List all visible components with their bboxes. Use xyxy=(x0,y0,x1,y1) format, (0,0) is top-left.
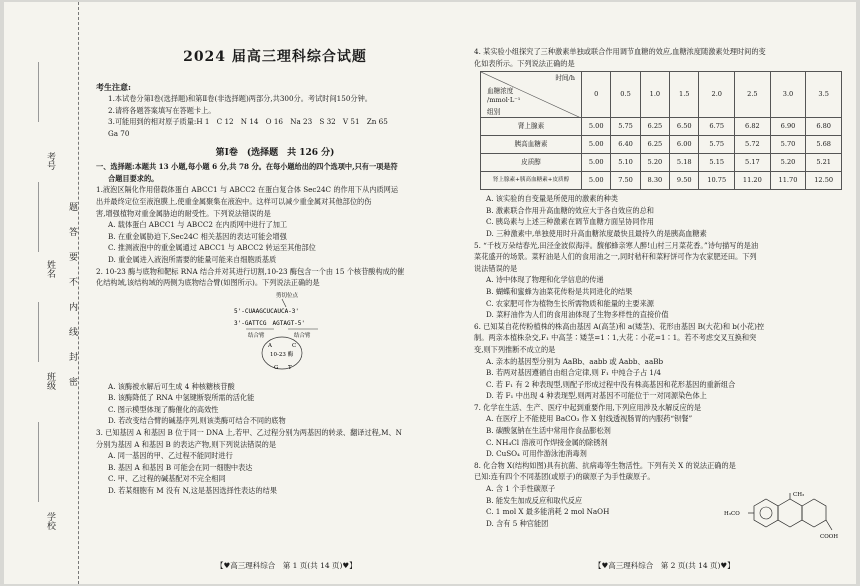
notice-line: 3.可能用到的相对原子质量:H 1 C 12 N 14 O 16 Na 23 S 32 V 51 Zn 65 xyxy=(108,117,388,127)
right-ring xyxy=(802,499,826,527)
banji-line xyxy=(38,302,39,362)
seq-bottom: 3'-GATTCG AGTAGT-5' xyxy=(234,319,306,327)
q8-option: B. 能发生加成反应和取代反应 xyxy=(486,495,583,505)
q4-option: D. 三种激素中,单独使用时升高血糖浓度最快且最持久的是胰高血糖素 xyxy=(486,228,707,238)
time-header: 3.0 xyxy=(770,72,806,118)
cut-site-arrow xyxy=(282,299,286,307)
page-footer-right: 【♥高三理科综合 第 2 页(共 14 页)♥】 xyxy=(594,561,735,571)
seal-char: 内 xyxy=(67,302,77,311)
group-cell: 胰高血糖素 xyxy=(481,136,582,154)
value-cell: 6.75 xyxy=(699,118,735,136)
value-cell: 6.80 xyxy=(806,118,842,136)
left-page xyxy=(96,2,454,584)
group-cell: 皮质醇 xyxy=(481,154,582,172)
table-row xyxy=(481,172,842,190)
corner-time-label: 时间/h xyxy=(555,74,575,83)
table-corner-cell xyxy=(481,72,582,118)
q5-option: A. 诗中体现了物理和化学信息的传递 xyxy=(486,275,604,285)
seal-char: 答 xyxy=(67,227,77,236)
q2-option: D. 若改变结合臂的碱基序列,则该类酶可结合不同的底物 xyxy=(108,416,286,426)
q8-option: D. 含有 5 种官能团 xyxy=(486,518,549,528)
seal-char: 密 xyxy=(67,377,77,386)
page-title: 2024 届高三理科综合试题 xyxy=(183,49,367,65)
seal-char: 线 xyxy=(67,327,77,336)
q4-option: A. 该实验的自变量是所使用的激素的种类 xyxy=(486,194,618,204)
value-cell: 5.00 xyxy=(582,154,611,172)
q2-option: A. 该酶被水解后可生成 4 种核糖核苷酸 xyxy=(108,381,235,391)
q5-option: D. 菜籽油作为人们的食用油体现了生物多样性的直接价值 xyxy=(486,310,669,320)
value-cell: 5.72 xyxy=(735,136,771,154)
seal-char: 不 xyxy=(67,277,77,286)
value-cell: 6.90 xyxy=(770,118,806,136)
right-page xyxy=(474,2,846,584)
value-cell: 12.50 xyxy=(806,172,842,190)
q1-option: C. 推测液泡中的重金属通过 ABCC1 与 ABCC2 转运至其他部位 xyxy=(108,243,316,253)
group-cell: 肾上腺素+胰高血糖素+皮质醇 xyxy=(481,172,582,190)
q7-stem: 7. 化学在生活、生产、医疗中起到重要作用,下列应用涉及水解反应的是 xyxy=(474,402,702,412)
notice-line: 1.本试卷分第Ⅰ卷(选择题)和第Ⅱ卷(非选择题)两部分,共300分。考试时间150分钟。 xyxy=(108,94,372,104)
corner-group-label: 组别 xyxy=(487,108,501,117)
value-cell: 5.10 xyxy=(611,154,640,172)
q7-option: B. 碳酸氢钠在生活中常用作食品膨松剂 xyxy=(486,426,611,436)
binding-strip xyxy=(4,2,79,584)
q8-option: C. 1 mol X 最多能消耗 2 mol NaOH xyxy=(486,507,610,517)
value-cell: 5.18 xyxy=(670,154,699,172)
exam-sheet xyxy=(4,2,856,584)
loop-base-g: G xyxy=(274,364,279,371)
glucose-table xyxy=(480,71,842,190)
core-label: 10-23 酶 xyxy=(270,351,294,358)
value-cell: 5.15 xyxy=(699,154,735,172)
value-cell: 7.50 xyxy=(611,172,640,190)
table-row xyxy=(481,118,842,136)
time-header: 2.0 xyxy=(699,72,735,118)
q1-stem: 害,增强植物对重金属胁迫的耐受性。下列说法错误的是 xyxy=(96,208,271,218)
cut-site-label: 剪切位点 xyxy=(276,292,299,299)
kaohao-label: 考号 xyxy=(45,152,55,170)
value-cell: 11.70 xyxy=(770,172,806,190)
q4-option: C. 胰岛素与上述三种激素在调节血糖方面呈协同作用 xyxy=(486,217,654,227)
q6-stem: 制。两亲本植株杂交,F₁ 中高茎∶矮茎=1∶1,大花∶小花=1∶1。若不考虑交叉互换和突 xyxy=(474,333,757,343)
q3-option: C. 甲、乙过程的碱基配对不完全相同 xyxy=(108,474,226,484)
section-title: 第Ⅰ卷 (选择题 共 126 分) xyxy=(215,147,335,158)
value-cell: 6.40 xyxy=(611,136,640,154)
q1-stem: 出并最终定位至液泡膜上,使重金属聚集在液泡中。这样可以减少重金属对其他部位的伤 xyxy=(96,196,372,206)
enzyme-diagram-svg xyxy=(96,289,454,381)
q5-option: C. 农家肥可作为植物生长所需物质和能量的主要来源 xyxy=(486,298,654,308)
q6-stem: 变,则下列推断不成立的是 xyxy=(474,344,556,354)
middle-ring xyxy=(778,499,802,527)
value-cell: 9.50 xyxy=(670,172,699,190)
page-footer-left: 【♥高三理科综合 第 1 页(共 14 页)♥】 xyxy=(216,561,357,571)
xingming-label: 姓名 xyxy=(45,260,55,278)
q7-option: C. NH₄Cl 溶液可作焊接金属的除锈剂 xyxy=(486,437,608,447)
xuexiao-line xyxy=(38,422,39,502)
q6-option: A. 亲本的基因型分别为 AaBb、aabb 或 Aabb、aaBb xyxy=(486,356,664,366)
time-header: 0.5 xyxy=(611,72,640,118)
section-intro: 合题目要求的。 xyxy=(108,173,159,183)
value-cell: 5.00 xyxy=(582,136,611,154)
methyl-label: CH₃ xyxy=(793,492,805,498)
q3-option: A. 同一基因的甲、乙过程不能同时进行 xyxy=(108,451,233,461)
q2-stem: 化结构域,该结构域的两侧为底物结合臂(如图所示)。下列说法正确的是 xyxy=(96,278,320,288)
q2-option: C. 图示模型体现了酶催化的高效性 xyxy=(108,404,219,414)
q8-stem: 8. 化合物 X(结构如图)具有抗菌、抗病毒等生物活性。下列有关 X 的说法正确的是 xyxy=(474,460,736,470)
value-cell: 5.75 xyxy=(611,118,640,136)
q1-stem: 1.液泡区隔化作用借载体蛋白 ABCC1 与 ABCC2 在蛋白复合体 Sec24C 的作用下从内质网运 xyxy=(96,185,399,195)
q6-option: B. 若两对基因遵循自由组合定律,则 F₁ 中纯合子占 1/4 xyxy=(486,368,661,378)
table-row xyxy=(481,154,842,172)
q4-option: B. 激素联合作用升高血糖的效应大于各自效应的总和 xyxy=(486,205,654,215)
loop-base-c: C xyxy=(292,342,297,349)
notice-line: Ga 70 xyxy=(108,128,130,138)
value-cell: 11.20 xyxy=(735,172,771,190)
q1-option: D. 重金属进入液泡所需要的能量可能来自细胞质基质 xyxy=(108,254,277,264)
q6-option: C. 若 F₁ 有 2 种表现型,则配子形成过程中没有株高基因和花形基因的重新组合 xyxy=(486,379,736,389)
aromatic-circle xyxy=(760,507,772,519)
notice-line: 2.请将各题答案填写在答题卡上。 xyxy=(108,105,216,115)
value-cell: 5.75 xyxy=(699,136,735,154)
value-cell: 5.20 xyxy=(640,154,669,172)
q4-stem: 4. 某实验小组探究了三种激素单独或联合作用调节血糖的效应,血糖浓度随激素处理时间的变 xyxy=(474,47,766,56)
loop-base-t: T xyxy=(288,364,292,371)
value-cell: 5.20 xyxy=(770,154,806,172)
corner-unit-label: /mmol·L⁻¹ xyxy=(487,96,521,105)
time-header: 3.5 xyxy=(806,72,842,118)
q6-stem: 6. 已知某自花传粉植株的株高由基因 A(高茎)和 a(矮茎)、花形由基因 B(大花)和 b(小花)控 xyxy=(474,321,765,331)
value-cell: 5.70 xyxy=(770,136,806,154)
q2-stem: 2. 10-23 酶与底物和靶标 RNA 结合并对其进行切割,10-23 酶包含一个由 15 个核苷酸构成的催 xyxy=(96,266,405,276)
q8-stem: 已知:连有四个不同基团(或原子)的碳原子为手性碳原子。 xyxy=(474,472,655,482)
value-cell: 10.75 xyxy=(699,172,735,190)
q5-stem: 菜花盛开的场景。菜籽油是人们的食用油之一,同时秸秆和菜籽饼可作为农家肥还田。下列 xyxy=(474,252,757,262)
side-chain-bond xyxy=(826,520,832,530)
seal-char: 封 xyxy=(67,352,77,361)
value-cell: 5.00 xyxy=(582,118,611,136)
xingming-line xyxy=(38,182,39,252)
value-cell: 8.30 xyxy=(640,172,669,190)
kaohao-line xyxy=(38,62,39,122)
q5-stem: 5. “千枝万朵结春光,田泾金波似海洋。馥郁蜂亲寒人醉!山村三月菜花香。”诗句描写的是油 xyxy=(474,240,759,250)
q3-option: B. 基因 A 和基因 B 可能会在同一细胞中表达 xyxy=(108,462,253,472)
time-header: 1.5 xyxy=(670,72,699,118)
benzene-ring xyxy=(754,499,778,527)
value-cell: 5.68 xyxy=(806,136,842,154)
compound-x-structure xyxy=(724,490,842,542)
value-cell: 6.50 xyxy=(670,118,699,136)
q2-option: B. 该酶降低了 RNA 中氢键断裂所需的活化能 xyxy=(108,393,255,403)
seal-char: 要 xyxy=(67,252,77,261)
time-header: 0 xyxy=(582,72,611,118)
arm-label-right: 结合臂 xyxy=(294,332,311,339)
q3-stem: 3. 已知基因 A 和基因 B 位于同一 DNA 上,若甲、乙过程分别为两基因的转录、翻译过程,M、N xyxy=(96,428,402,438)
seal-char: 题 xyxy=(67,202,77,211)
q7-option: D. CuSO₄ 可用作游泳池消毒剂 xyxy=(486,449,587,459)
q3-stem: 分别为基因 A 和基因 B 的表达产物,则下列说法错误的是 xyxy=(96,439,277,449)
arm-label-left: 结合臂 xyxy=(248,332,265,339)
value-cell: 5.00 xyxy=(582,172,611,190)
banji-label: 班级 xyxy=(45,372,55,390)
time-header: 1.0 xyxy=(640,72,669,118)
q7-option: A. 在医疗上不能使用 BaCO₃ 作 X 射线透视肠胃的内服药“钡餐” xyxy=(486,414,693,424)
value-cell: 6.00 xyxy=(670,136,699,154)
value-cell: 5.17 xyxy=(735,154,771,172)
value-cell: 6.25 xyxy=(640,118,669,136)
q8-option: A. 含 1 个手性碳原子 xyxy=(486,484,556,494)
section-intro: 一、选择题:本题共 13 小题,每小题 6 分,共 78 分。在每小题给出的四个选项中,只有一项是符 xyxy=(96,162,398,172)
q5-stem: 说法错误的是 xyxy=(474,263,518,273)
carboxyl-label: COOH xyxy=(820,534,839,540)
xuexiao-label: 学校 xyxy=(45,512,55,530)
time-header: 2.5 xyxy=(735,72,771,118)
q3-option: D. 若某细胞有 M 没有 N,这是基因选择性表达的结果 xyxy=(108,486,277,496)
q4-stem: 化如表所示。下列说法正确的是 xyxy=(474,58,575,68)
value-cell: 6.82 xyxy=(735,118,771,136)
q1-option: B. 在重金属胁迫下,Sec24C 相关基因的表达可能会增强 xyxy=(108,231,287,241)
table-row xyxy=(481,136,842,154)
q5-option: B. 蝴蝶和蜜蜂为油菜花传粉是共同进化的结果 xyxy=(486,286,633,296)
methoxy-label: H₃CO xyxy=(724,511,740,517)
value-cell: 5.21 xyxy=(806,154,842,172)
value-cell: 6.25 xyxy=(640,136,669,154)
q1-option: A. 载体蛋白 ABCC1 与 ABCC2 在内质网中进行了加工 xyxy=(108,220,288,230)
loop-base-a: A xyxy=(268,342,272,349)
corner-conc-label: 血糖浓度 xyxy=(487,87,514,96)
group-cell: 肾上腺素 xyxy=(481,118,582,136)
notice-heading: 考生注意: xyxy=(96,81,131,92)
seq-top: 5'-CUAAGCUCAUCA-3' xyxy=(234,307,300,315)
q6-option: D. 若 F₁ 中出现 4 种表现型,则两对基因不可能位于一对同源染色体上 xyxy=(486,391,707,401)
q2-enzyme-figure xyxy=(96,289,454,381)
